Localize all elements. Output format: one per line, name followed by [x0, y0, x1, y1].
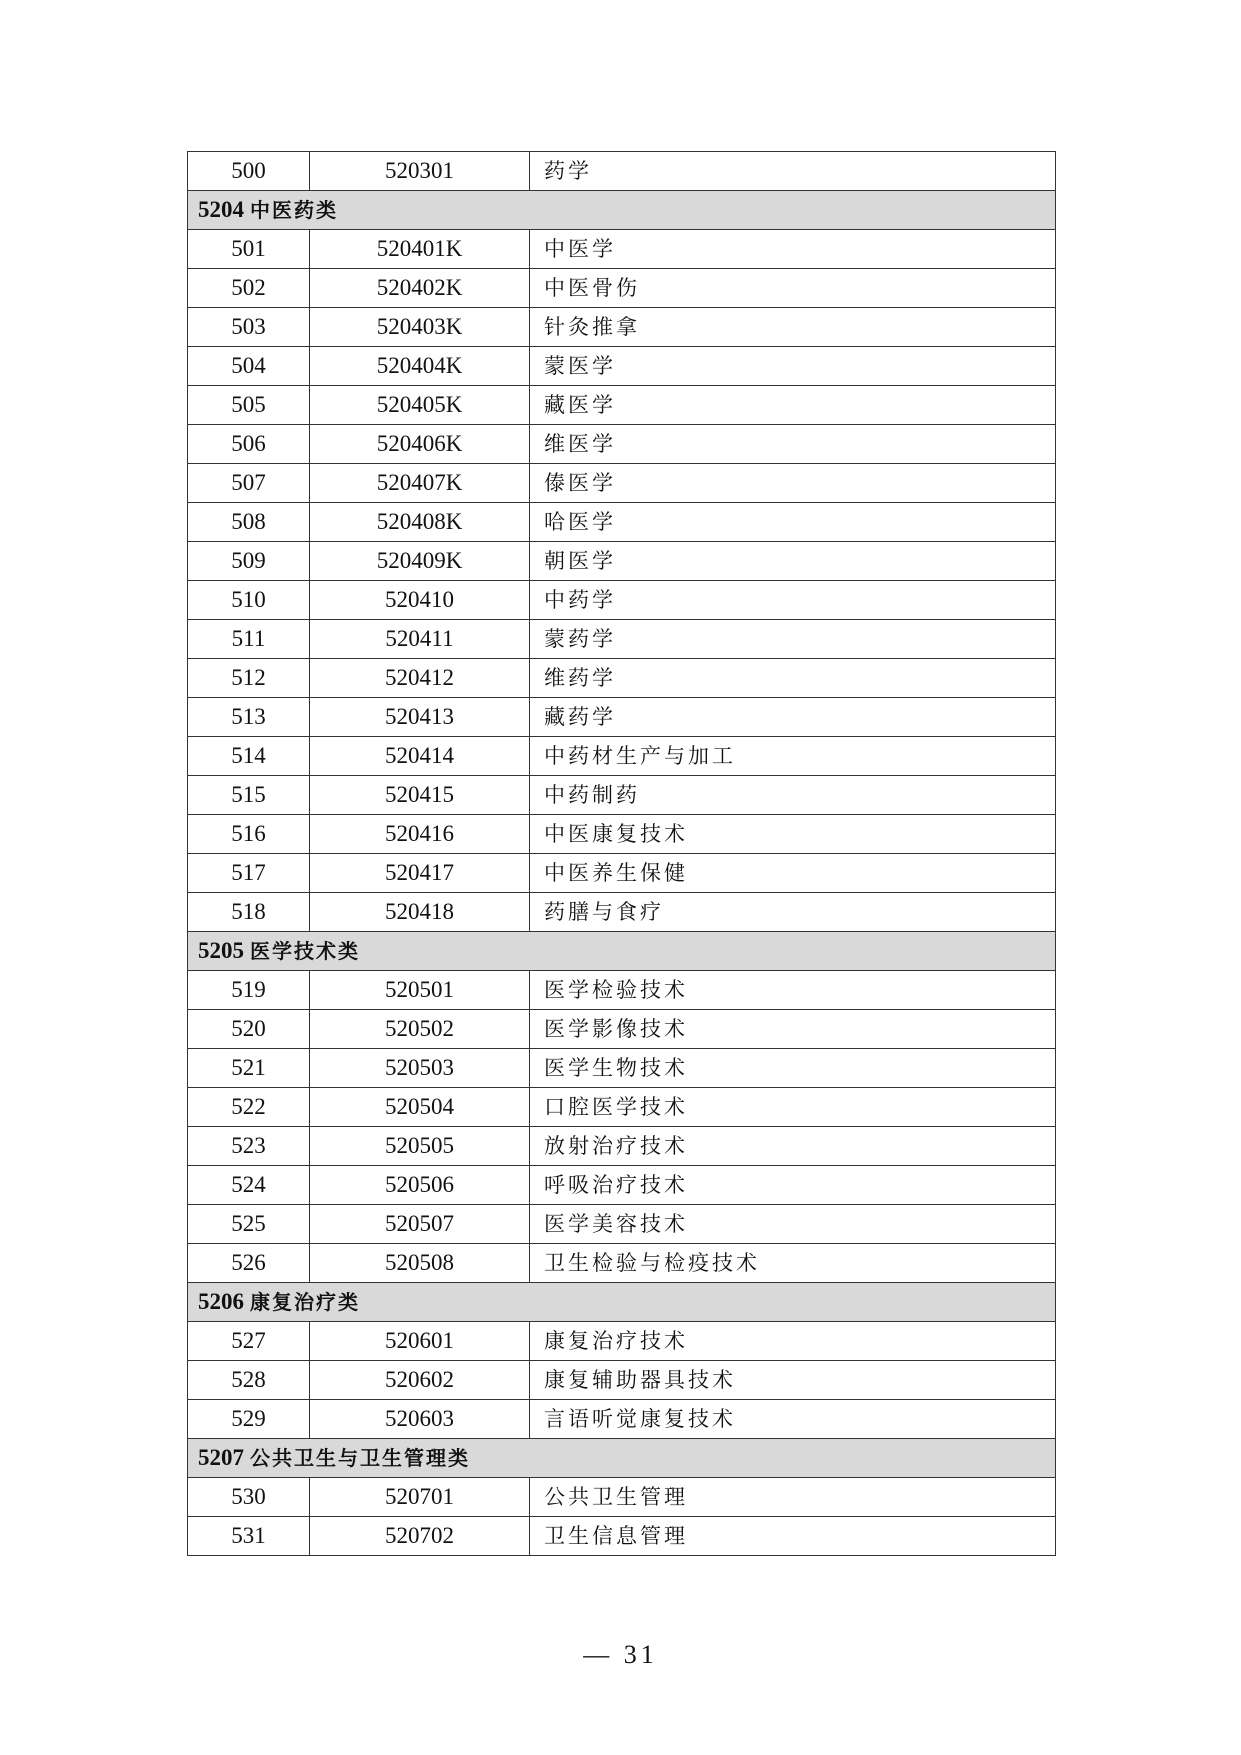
table-row	[188, 698, 1056, 737]
row-number: 503	[188, 308, 310, 347]
category-row	[188, 932, 1056, 971]
row-number: 509	[188, 542, 310, 581]
major-name: 维医学	[530, 425, 1056, 464]
row-number: 521	[188, 1049, 310, 1088]
major-name: 医学美容技术	[530, 1205, 1056, 1244]
table-row	[188, 464, 1056, 503]
major-code: 520506	[310, 1166, 530, 1205]
table-row	[188, 230, 1056, 269]
row-number: 501	[188, 230, 310, 269]
major-code: 520407K	[310, 464, 530, 503]
major-name: 中医学	[530, 230, 1056, 269]
row-number: 520	[188, 1010, 310, 1049]
major-name: 药学	[530, 152, 1056, 191]
major-name: 公共卫生管理	[530, 1478, 1056, 1517]
category-cell	[188, 191, 1056, 230]
major-name: 康复治疗技术	[530, 1322, 1056, 1361]
table-row	[188, 542, 1056, 581]
major-name: 放射治疗技术	[530, 1127, 1056, 1166]
major-code: 520503	[310, 1049, 530, 1088]
row-number: 510	[188, 581, 310, 620]
major-code: 520418	[310, 893, 530, 932]
major-name: 药膳与食疗	[530, 893, 1056, 932]
row-number: 516	[188, 815, 310, 854]
major-code: 520507	[310, 1205, 530, 1244]
table-row	[188, 815, 1056, 854]
major-code: 520502	[310, 1010, 530, 1049]
table-row	[188, 503, 1056, 542]
table-row	[188, 1205, 1056, 1244]
major-code: 520401K	[310, 230, 530, 269]
table-row	[188, 854, 1056, 893]
table-row	[188, 971, 1056, 1010]
table-row	[188, 1088, 1056, 1127]
row-number: 513	[188, 698, 310, 737]
major-name: 中药学	[530, 581, 1056, 620]
major-code: 520505	[310, 1127, 530, 1166]
major-code: 520406K	[310, 425, 530, 464]
major-code: 520415	[310, 776, 530, 815]
major-code: 520404K	[310, 347, 530, 386]
major-name: 医学影像技术	[530, 1010, 1056, 1049]
row-number: 529	[188, 1400, 310, 1439]
major-code: 520601	[310, 1322, 530, 1361]
major-code: 520602	[310, 1361, 530, 1400]
table-row	[188, 1400, 1056, 1439]
major-code: 520504	[310, 1088, 530, 1127]
major-name: 言语听觉康复技术	[530, 1400, 1056, 1439]
row-number: 523	[188, 1127, 310, 1166]
major-name: 藏医学	[530, 386, 1056, 425]
major-name: 卫生检验与检疫技术	[530, 1244, 1056, 1283]
major-name: 卫生信息管理	[530, 1517, 1056, 1556]
major-name: 呼吸治疗技术	[530, 1166, 1056, 1205]
major-name: 朝医学	[530, 542, 1056, 581]
major-code: 520412	[310, 659, 530, 698]
table-row	[188, 269, 1056, 308]
table-row	[188, 1049, 1056, 1088]
category-cell	[188, 1283, 1056, 1322]
table-row	[188, 1244, 1056, 1283]
row-number: 502	[188, 269, 310, 308]
row-number: 518	[188, 893, 310, 932]
table-row	[188, 1127, 1056, 1166]
category-row	[188, 1439, 1056, 1478]
major-name: 傣医学	[530, 464, 1056, 503]
major-code: 520702	[310, 1517, 530, 1556]
major-code: 520417	[310, 854, 530, 893]
major-name: 中医养生保健	[530, 854, 1056, 893]
category-row	[188, 191, 1056, 230]
category-code: 5205	[198, 938, 244, 963]
table-row	[188, 347, 1056, 386]
row-number: 508	[188, 503, 310, 542]
major-code: 520603	[310, 1400, 530, 1439]
table-row	[188, 581, 1056, 620]
category-cell	[188, 1439, 1056, 1478]
major-name: 医学检验技术	[530, 971, 1056, 1010]
page-number: — 31	[583, 1640, 658, 1669]
row-number: 517	[188, 854, 310, 893]
row-number: 522	[188, 1088, 310, 1127]
major-name: 中医康复技术	[530, 815, 1056, 854]
table-row	[188, 620, 1056, 659]
major-code: 520411	[310, 620, 530, 659]
category-row	[188, 1283, 1056, 1322]
major-name: 康复辅助器具技术	[530, 1361, 1056, 1400]
major-code: 520301	[310, 152, 530, 191]
major-name: 哈医学	[530, 503, 1056, 542]
major-name: 蒙药学	[530, 620, 1056, 659]
table-row	[188, 776, 1056, 815]
row-number: 526	[188, 1244, 310, 1283]
table-row	[188, 1166, 1056, 1205]
row-number: 525	[188, 1205, 310, 1244]
category-code: 5207	[198, 1445, 244, 1470]
major-table	[187, 151, 1056, 1556]
major-name: 藏药学	[530, 698, 1056, 737]
major-code: 520402K	[310, 269, 530, 308]
major-code: 520501	[310, 971, 530, 1010]
table-row	[188, 1517, 1056, 1556]
major-code: 520405K	[310, 386, 530, 425]
row-number: 519	[188, 971, 310, 1010]
row-number: 528	[188, 1361, 310, 1400]
row-number: 504	[188, 347, 310, 386]
major-name: 中医骨伤	[530, 269, 1056, 308]
major-code: 520414	[310, 737, 530, 776]
table-row	[188, 659, 1056, 698]
table-row	[188, 737, 1056, 776]
row-number: 505	[188, 386, 310, 425]
table-row	[188, 308, 1056, 347]
major-name: 口腔医学技术	[530, 1088, 1056, 1127]
major-name: 蒙医学	[530, 347, 1056, 386]
row-number: 530	[188, 1478, 310, 1517]
major-code: 520701	[310, 1478, 530, 1517]
table-row	[188, 152, 1056, 191]
row-number: 506	[188, 425, 310, 464]
row-number: 500	[188, 152, 310, 191]
major-code: 520408K	[310, 503, 530, 542]
category-name: 医学技术类	[250, 939, 360, 963]
category-name: 康复治疗类	[250, 1290, 360, 1314]
table-row	[188, 1478, 1056, 1517]
major-name: 医学生物技术	[530, 1049, 1056, 1088]
row-number: 512	[188, 659, 310, 698]
row-number: 514	[188, 737, 310, 776]
row-number: 527	[188, 1322, 310, 1361]
major-code: 520403K	[310, 308, 530, 347]
row-number: 531	[188, 1517, 310, 1556]
major-code: 520410	[310, 581, 530, 620]
table-row	[188, 893, 1056, 932]
table-row	[188, 1010, 1056, 1049]
major-code: 520413	[310, 698, 530, 737]
category-code: 5204	[198, 197, 244, 222]
row-number: 507	[188, 464, 310, 503]
major-table-body	[188, 152, 1056, 1556]
table-row	[188, 425, 1056, 464]
major-name: 中药材生产与加工	[530, 737, 1056, 776]
major-code: 520508	[310, 1244, 530, 1283]
major-name: 针灸推拿	[530, 308, 1056, 347]
table-row	[188, 1361, 1056, 1400]
category-name: 公共卫生与卫生管理类	[250, 1446, 470, 1470]
table-row	[188, 1322, 1056, 1361]
row-number: 515	[188, 776, 310, 815]
major-code: 520409K	[310, 542, 530, 581]
row-number: 511	[188, 620, 310, 659]
category-name: 中医药类	[250, 198, 338, 222]
major-name: 中药制药	[530, 776, 1056, 815]
table-row	[188, 386, 1056, 425]
major-name: 维药学	[530, 659, 1056, 698]
category-cell	[188, 932, 1056, 971]
category-code: 5206	[198, 1289, 244, 1314]
row-number: 524	[188, 1166, 310, 1205]
major-code: 520416	[310, 815, 530, 854]
